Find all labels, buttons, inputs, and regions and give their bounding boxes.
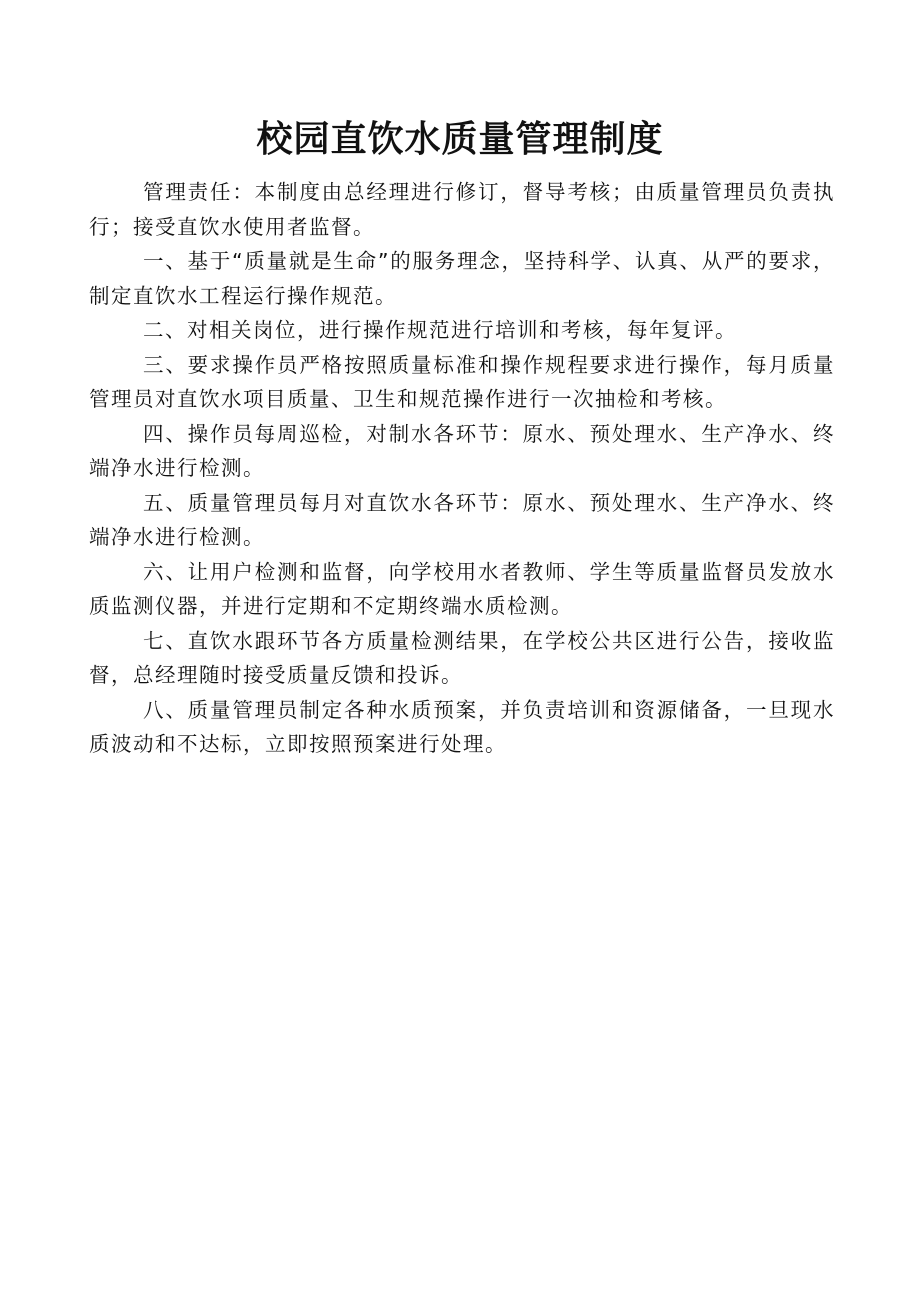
paragraph-8: 八、质量管理员制定各种水质预案，并负责培训和资源储备，一旦现水质波动和不达标，立即按照预案进行处理。 [89, 697, 835, 756]
paragraph-1: 一、基于“质量就是生命”的服务理念，坚持科学、认真、从严的要求，制定直饮水工程运行操作规范。 [89, 249, 835, 308]
paragraph-2: 二、对相关岗位，进行操作规范进行培训和考核，每年复评。 [143, 318, 737, 342]
paragraph-6: 六、让用户检测和监督，向学校用水者教师、学生等质量监督员发放水质监测仪器，并进行定期和不定期终端水质检测。 [89, 559, 835, 618]
document-body [89, 175, 835, 762]
paragraph-5: 五、质量管理员每月对直饮水各环节：原水、预处理水、生产净水、终端净水进行检测。 [89, 490, 835, 549]
paragraph-responsibility: 管理责任：本制度由总经理进行修订，督导考核；由质量管理员负责执行；接受直饮水使用者监督。 [89, 180, 835, 239]
paragraph-4: 四、操作员每周巡检，对制水各环节：原水、预处理水、生产净水、终端净水进行检测。 [89, 421, 835, 480]
paragraph-7: 七、直饮水跟环节各方质量检测结果，在学校公共区进行公告，接收监督，总经理随时接受质量反馈和投诉。 [89, 628, 835, 687]
document-title: 校园直饮水质量管理制度 [256, 118, 664, 161]
paragraph-3: 三、要求操作员严格按照质量标准和操作规程要求进行操作，每月质量管理员对直饮水项目质量、卫生和规范操作进行一次抽检和考核。 [89, 352, 835, 411]
